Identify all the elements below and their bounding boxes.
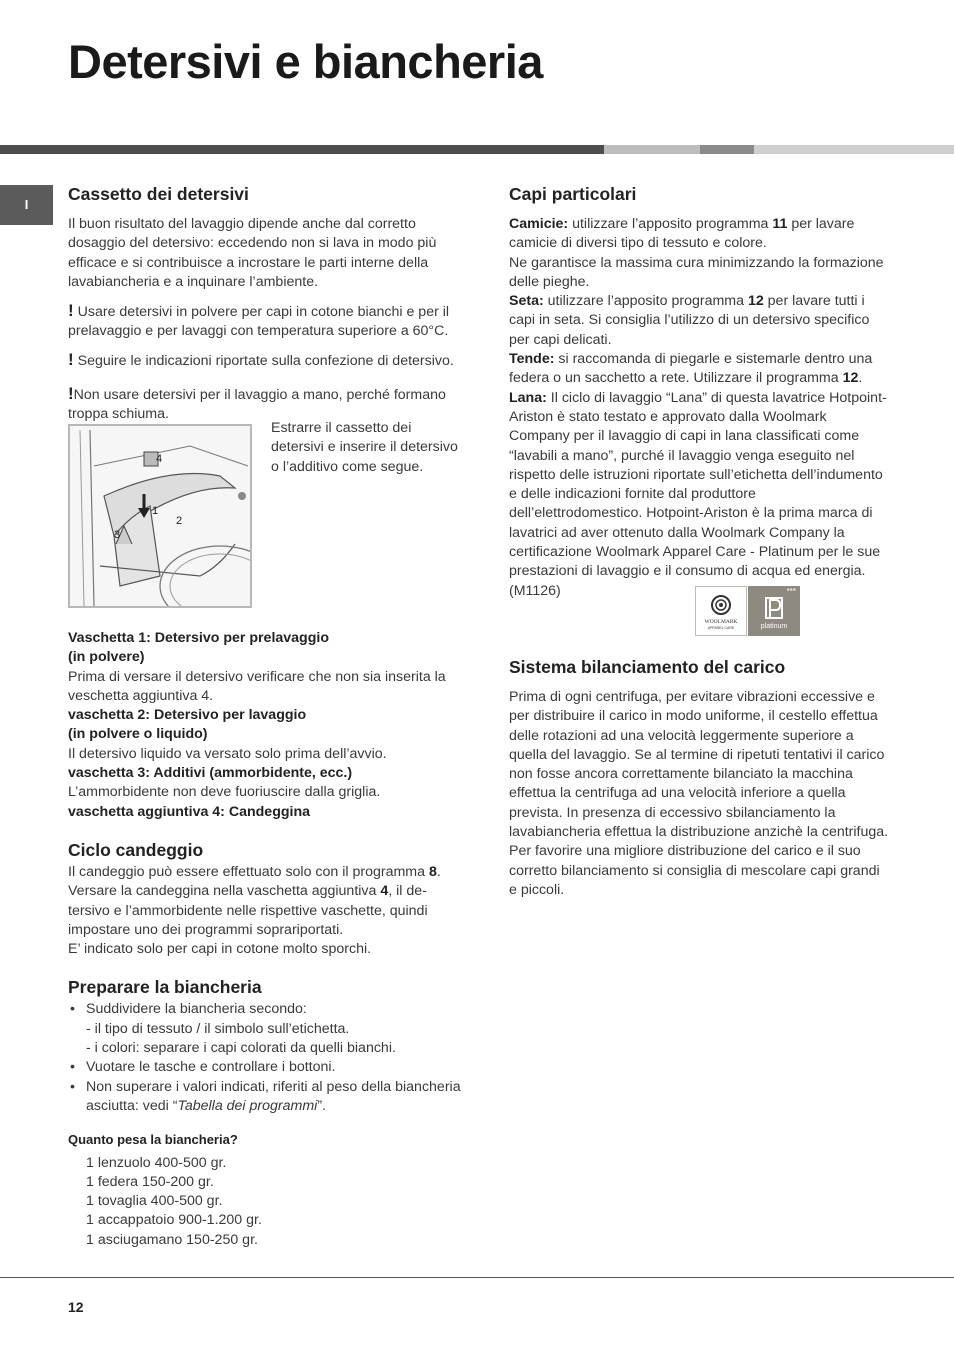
- drawer-drawing: [70, 426, 250, 606]
- drawer-label-4: 4: [156, 453, 163, 465]
- list-item: 1 asciugamano 150-250 gr.: [86, 1231, 258, 1248]
- illustration-caption: Estrarre il cassetto dei detersivi e inserire il detersivo o l’additivo come segue.: [271, 420, 458, 475]
- page-title: Detersivi e biancheria: [68, 35, 543, 88]
- header-bar-light-1: [604, 145, 700, 154]
- woolmark-logo: [695, 586, 747, 636]
- vaschetta-1-subtitle: (in polvere): [68, 649, 145, 666]
- vaschetta-1-title: Vaschetta 1: Detersivo per prelavaggio: [68, 630, 329, 646]
- detergent-drawer-illustration: [68, 424, 252, 608]
- list-item: 1 federa 150-200 gr.: [86, 1173, 214, 1190]
- heading-cassetto: Cassetto dei detersivi: [68, 184, 249, 204]
- left-column-bottom: [68, 629, 468, 1250]
- heading-capi: Capi particolari: [509, 184, 637, 204]
- platinum-logo: [748, 586, 800, 636]
- header-bar-mid: [700, 145, 754, 154]
- woolmark-logo-text: WOOLMARK: [704, 619, 738, 625]
- right-column-bottom: [509, 656, 889, 900]
- camicie-note: Ne garantisce la massima cura minimizzando la formazione delle pieghe.: [509, 254, 884, 290]
- list-item: 1 tovaglia 400-500 gr.: [86, 1193, 223, 1210]
- footer-divider: [0, 1277, 954, 1278]
- tende-text: Tende: si raccomanda di piegarle e sistemarle dentro una federa o un sacchetto a rete. Utilizzare il programma 12.: [509, 351, 873, 387]
- warning-2: ! Seguire le indicazioni riportate sulla confezione di detersivo.: [68, 349, 454, 369]
- quanto-pesa-title: Quanto pesa la biancheria?: [68, 1132, 238, 1148]
- list-item: • Non superare i valori indicati, riferiti al peso della biancheria asciutta: vedi “Tabella dei programmi”.: [68, 1078, 468, 1117]
- warning-icon: !: [68, 349, 74, 369]
- vaschetta-3-title: vaschetta 3: Additivi (ammorbidente, ecc.): [68, 765, 353, 782]
- heading-sistema: Sistema bilanciamento del carico: [509, 657, 786, 677]
- drawer-label-1: 1: [152, 505, 159, 517]
- list-item: • Suddividere la biancheria secondo: - il tipo di tessuto / il simbolo sull’etichetta. - i colori: separare i capi colorati da quelli bianchi.: [68, 1000, 468, 1058]
- cassetto-intro: Il buon risultato del lavaggio dipende anche dal corretto dosaggio del detersivo: eccedendo non si lava in modo più efficace e si contribuisce a incrostare le parti interne della lavabiancheria e a inquinare l’ambiente.: [68, 216, 437, 290]
- candeggio-note: E’ indicato solo per capi in cotone molto sporchi.: [68, 941, 372, 958]
- warning-icon: !: [68, 301, 74, 321]
- vaschetta-4-title: vaschetta aggiuntiva 4: Candeggina: [68, 803, 311, 820]
- vaschetta-3-text: L’ammorbidente non deve fuoriuscire dalla griglia.: [68, 784, 381, 801]
- header-bar-dark: [0, 145, 604, 154]
- drawer-label-2: 2: [176, 515, 183, 527]
- platinum-text: platinum: [760, 623, 788, 630]
- preparare-list: [68, 1000, 468, 1116]
- vaschetta-2-title: vaschetta 2: Detersivo per lavaggio: [68, 707, 307, 724]
- vaschetta-1-text: Prima di versare il detersivo verificare che non sia inserita la veschetta aggiuntiva 4.: [68, 668, 446, 704]
- list-item: • Vuotare le tasche e controllare i bottoni.: [68, 1058, 468, 1077]
- woolmark-logo-subtext: APPAREL CARE: [707, 626, 735, 630]
- camicie-text: Camicie: utilizzare l’apposito programma 11 per lavare camicie di diversi tipo di tessuto e colore.: [509, 216, 855, 252]
- right-column: [509, 183, 889, 601]
- page-number: 12: [68, 1299, 84, 1315]
- left-column-top: [68, 183, 468, 425]
- language-tab: I: [0, 185, 53, 225]
- warning-3: !Non usare detersivi per il lavaggio a mano, perché formano troppa schiuma.: [68, 384, 446, 423]
- vaschetta-2-subtitle: (in polvere o liquido): [68, 726, 208, 743]
- list-item: 1 lenzuolo 400-500 gr.: [86, 1154, 227, 1171]
- header-bar-light-2: [754, 145, 954, 154]
- list-item: 1 accappatoio 900-1.200 gr.: [86, 1212, 262, 1229]
- sistema-text: Prima di ogni centrifuga, per evitare vibrazioni eccessive e per distribuire il carico in modo uniforme, il cestello effettua delle rotazioni ad una velocità leggermente superiore a quella del lavaggio. Se al termine di ripetuti tentativi il carico non fosse ancora correttamente bilanciato la macchina effettua la centrifuga ad una velocità inferiore a quella prevista. In presenza di eccessivo sbilanciamento la lavabiancheria effettua la distribuzione anzichè la centrifuga. Per favorire una migliore distribuzione del carico e il suo corretto bilanciamento si consiglia di mescolare capi grandi e piccoli.: [509, 689, 889, 898]
- vaschetta-2-text: Il detersivo liquido va versato solo prima dell’avvio.: [68, 745, 387, 762]
- warning-1: ! Usare detersivi in polvere per capi in cotone bianchi e per il prelavaggio e per lavaggi con temperatura superiore a 60°C.: [68, 301, 450, 340]
- heading-preparare: Preparare la biancheria: [68, 977, 262, 998]
- weight-list: [68, 1154, 468, 1250]
- heading-candeggio: Ciclo candeggio: [68, 839, 204, 860]
- warning-icon: !: [68, 384, 74, 404]
- drawer-label-3: 3: [114, 529, 121, 541]
- lana-text: Lana: Il ciclo di lavaggio “Lana” di questa lavatrice Hotpoint-Ariston è stato testato e approvato dalla Woolmark Company per il lavaggio di capi in lana classificati come “lavabili a mano”, purché il lavaggio venga eseguito nel rispetto delle istruzioni riportate sull’etichetta dell’indumento e delle indicazioni fornite dal produttore dell’elettrodomestico. Hotpoint-Ariston è la prima marca di lavatrici ad aver ottenuto dalla Woolmark Company la certificazione Woolmark Apparel Care - Platinum per le sue prestazioni di lavaggio e il consumo di acqua ed energia. (M1126): [509, 389, 887, 599]
- seta-text: Seta: utilizzare l’apposito programma 12 per lavare tutti i capi in seta. Si consiglia l’utilizzo di un detersivo specifico per capi delicati.: [509, 293, 870, 348]
- platinum-stars: ***: [786, 587, 796, 596]
- candeggio-text: Il candeggio può essere effettuato solo con il programma 8. Versare la candeggina nella vaschetta aggiuntiva 4, il de- tersivo e l’ammorbidente nelle rispettive vaschette, quindi impostare uno dei programmi soprariportati.: [68, 863, 441, 938]
